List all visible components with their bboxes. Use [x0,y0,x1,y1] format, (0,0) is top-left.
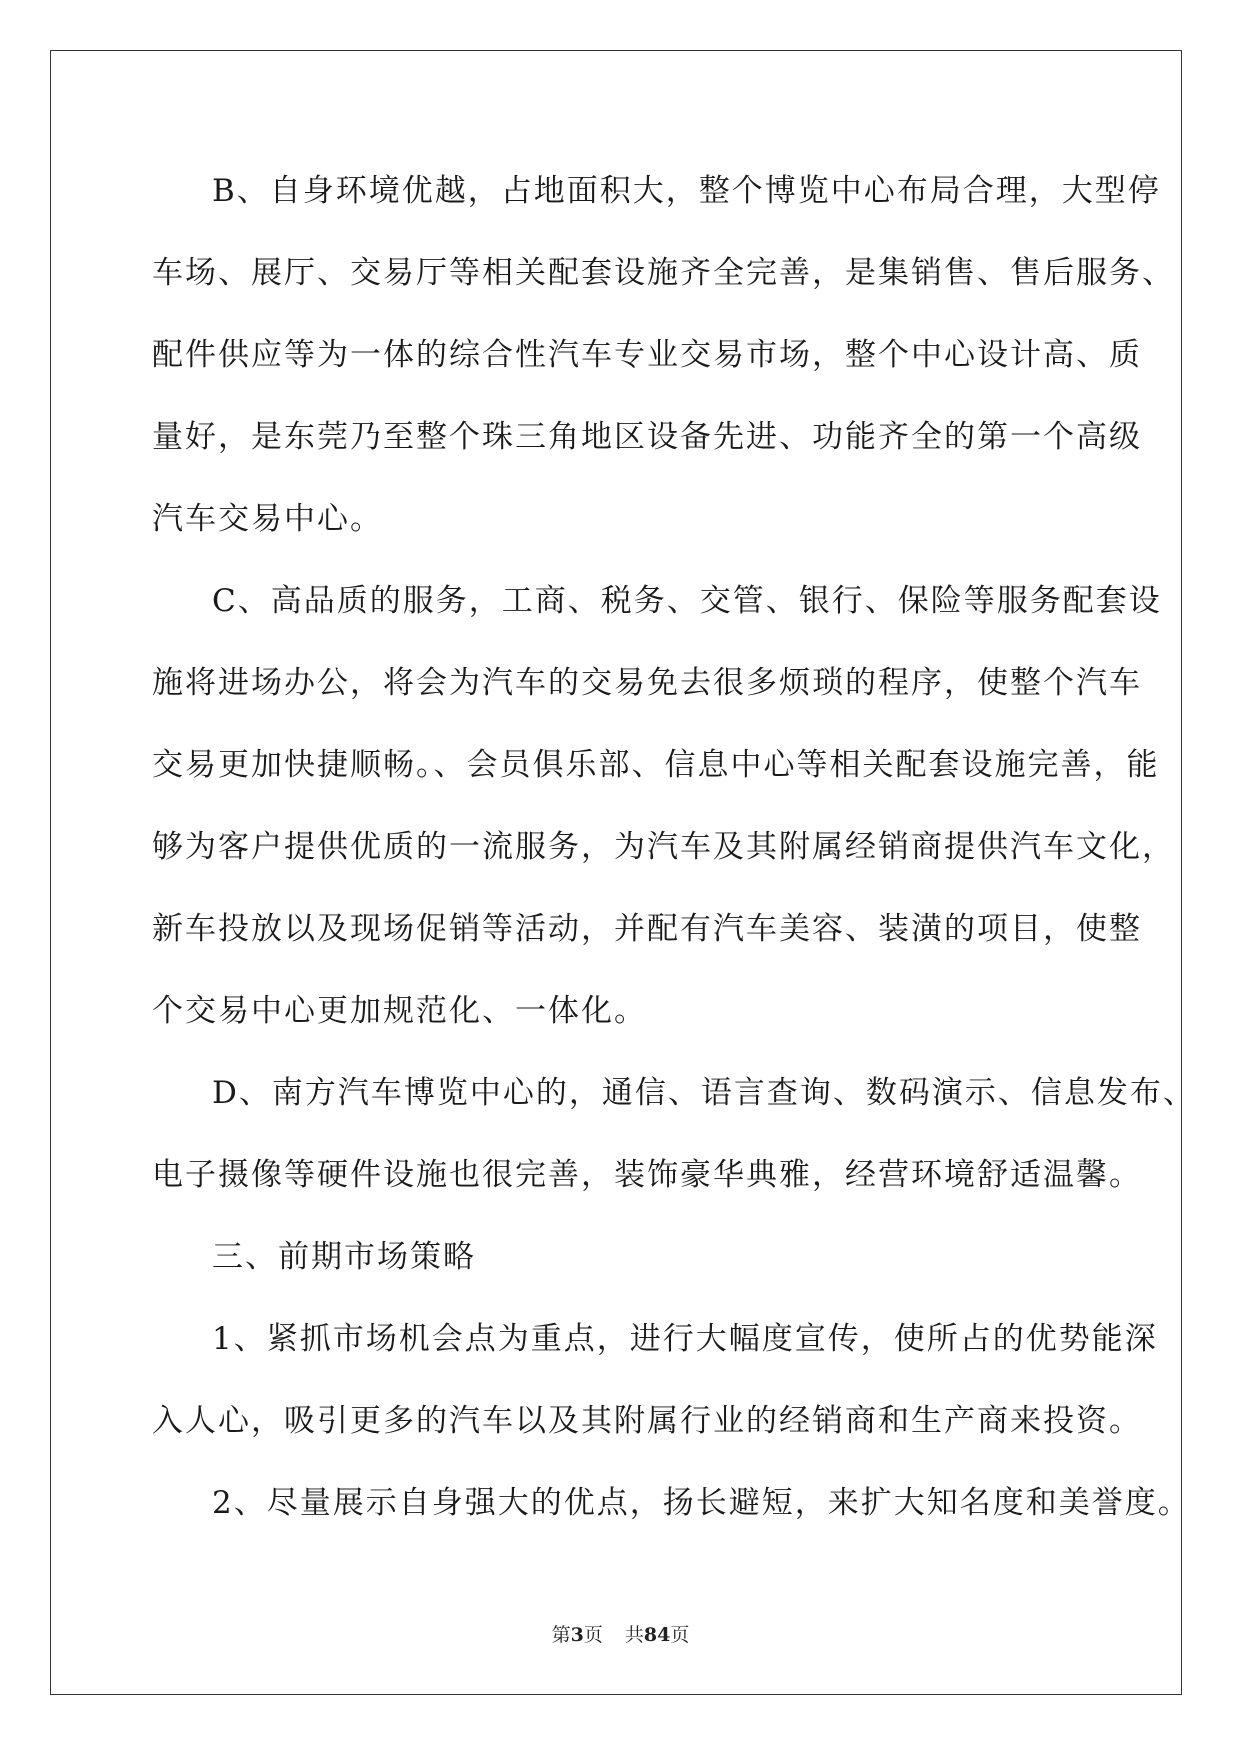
paragraph-c-line-1: C、高品质的服务，工商、税务、交管、银行、保险等服务配套设 [212,583,1162,619]
footer-page-number: 3 [570,1624,584,1646]
item-1-line-1: 1、紧抓市场机会点为重点，进行大幅度宣传，使所占的优势能深 [212,1321,1158,1357]
paragraph-d-line-1: D、南方汽车博览中心的，通信、语言查询、数码演示、信息发布、 [212,1075,1196,1111]
item-2-line-1: 2、尽量展示自身强大的优点，扬长避短，来扩大知名度和美誉度。 [212,1485,1191,1521]
footer-total-pages: 84 [643,1624,671,1646]
paragraph-c-line-6: 个交易中心更加规范化、一体化。 [152,993,647,1029]
document-body [152,150,1196,1544]
paragraph-c-line-2: 施将进场办公，将会为汽车的交易免去很多烦琐的程序，使整个汽车 [152,665,1142,701]
paragraph-d-line-2: 电子摄像等硬件设施也很完善，装饰豪华典雅，经营环境舒适温馨。 [152,1157,1142,1193]
footer-total-suffix: 页 [670,1624,690,1646]
footer-prefix: 第 [551,1624,571,1646]
section-heading: 三、前期市场策略 [212,1239,476,1275]
paragraph-b-line-1: B、自身环境优越，占地面积大，整个博览中心布局合理，大型停 [212,173,1161,209]
paragraph-b-line-2: 车场、展厅、交易厅等相关配套设施齐全完善，是集销售、售后服务、 [152,255,1175,291]
paragraph-b-line-5: 汽车交易中心。 [152,501,383,537]
paragraph-b-line-3: 配件供应等为一体的综合性汽车专业交易市场，整个中心设计高、质 [152,337,1142,373]
paragraph-c-line-4: 够为客户提供优质的一流服务，为汽车及其附属经销商提供汽车文化， [152,829,1175,865]
footer-total-prefix: 共 [624,1624,644,1646]
paragraph-c-line-5: 新车投放以及现场促销等活动，并配有汽车美容、装潢的项目，使整 [152,911,1142,947]
paragraph-c-line-3: 交易更加快捷顺畅。、会员俱乐部、信息中心等相关配套设施完善，能 [152,747,1160,783]
footer-page-suffix: 页 [583,1624,603,1646]
page-footer [0,1620,1241,1647]
paragraph-b-line-4: 量好，是东莞乃至整个珠三角地区设备先进、功能齐全的第一个高级 [152,419,1142,455]
item-1-line-2: 入人心，吸引更多的汽车以及其附属行业的经销商和生产商来投资。 [152,1403,1142,1439]
